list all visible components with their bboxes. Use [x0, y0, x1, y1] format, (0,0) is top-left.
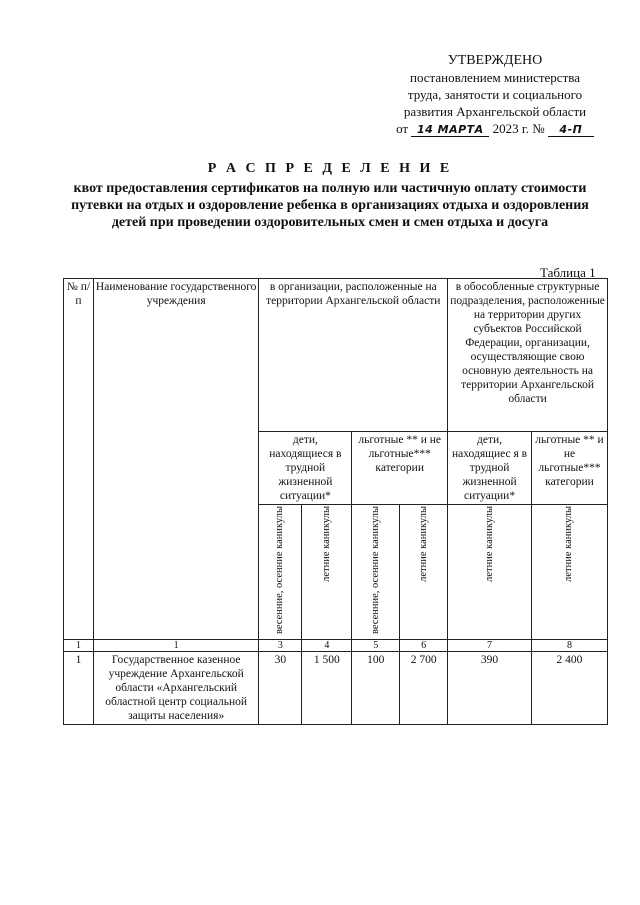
quota-table — [63, 278, 608, 725]
column-number-row — [64, 640, 608, 652]
column-number: 1 — [93, 640, 259, 652]
header-group-in-region: в организации, расположенные на территории Архангельской области — [259, 279, 448, 432]
document-title — [60, 160, 600, 231]
header-season-spring: весенние, осенние каникулы — [352, 505, 400, 640]
column-number: 8 — [531, 640, 607, 652]
approval-handwritten-number: 4-П — [548, 123, 594, 137]
row-value: 30 — [259, 652, 302, 725]
header-difficult-a: дети, находящиеся в трудной жизненной ситуации* — [259, 432, 352, 505]
header-season-summer: летние каникулы — [400, 505, 448, 640]
approval-handwritten-date: 14 МАРТА — [411, 123, 489, 137]
table-row — [64, 652, 608, 725]
table-label: Таблица 1 — [540, 265, 596, 280]
header-season-summer: летние каникулы — [302, 505, 352, 640]
approval-date-line — [380, 120, 610, 137]
header-name: Наименование государственного учреждения — [93, 279, 259, 640]
row-value: 1 500 — [302, 652, 352, 725]
approval-heading: УТВЕРЖДЕНО — [447, 53, 543, 68]
header-season-summer: летние каникулы — [448, 505, 532, 640]
approval-line: постановлением министерства — [409, 70, 580, 85]
column-number: 5 — [352, 640, 400, 652]
column-number: 7 — [448, 640, 532, 652]
column-number: 1 — [64, 640, 94, 652]
title-body: квот предоставления сертификатов на полную или частичную оплату стоимости путевки на отдых и оздоровление ребенка в организациях отдыха и оздоровления детей при проведении оздоровительных смен и смен отдыха и досуга — [71, 181, 589, 230]
row-value: 100 — [352, 652, 400, 725]
row-no: 1 — [64, 652, 94, 725]
title-heading: Р А С П Р Е Д Е Л Е Н И Е — [207, 161, 453, 176]
approval-line: труда, занятости и социального — [407, 87, 583, 102]
approval-line: развития Архангельской области — [403, 104, 587, 119]
header-benefit-a: льготные ** и не льготные*** категории — [352, 432, 448, 505]
header-season-summer: летние каникулы — [531, 505, 607, 640]
header-difficult-b: дети, находящиес я в трудной жизненной ситуации* — [448, 432, 532, 505]
header-group-other: в обособленные структурные подразделения, расположенные на территории других субъектов Российской Федерации, организации, осуществляющие свою основную деятельность на территории Архангельской области — [448, 279, 608, 432]
column-number: 4 — [302, 640, 352, 652]
header-no: № п/п — [64, 279, 94, 640]
column-number: 3 — [259, 640, 302, 652]
header-season-spring: весенние, осенние каникулы — [259, 505, 302, 640]
approval-from: от — [396, 121, 409, 136]
row-value: 2 400 — [531, 652, 607, 725]
row-name: Государственное казенное учреждение Архангельской области «Архангельский областной центр социальной защиты населения» — [93, 652, 259, 725]
row-value: 390 — [448, 652, 532, 725]
approval-stamp — [380, 52, 610, 137]
column-number: 6 — [400, 640, 448, 652]
row-value: 2 700 — [400, 652, 448, 725]
header-benefit-b: льготные ** и не льготные*** категории — [531, 432, 607, 505]
approval-year: 2023 г. № — [492, 121, 545, 136]
